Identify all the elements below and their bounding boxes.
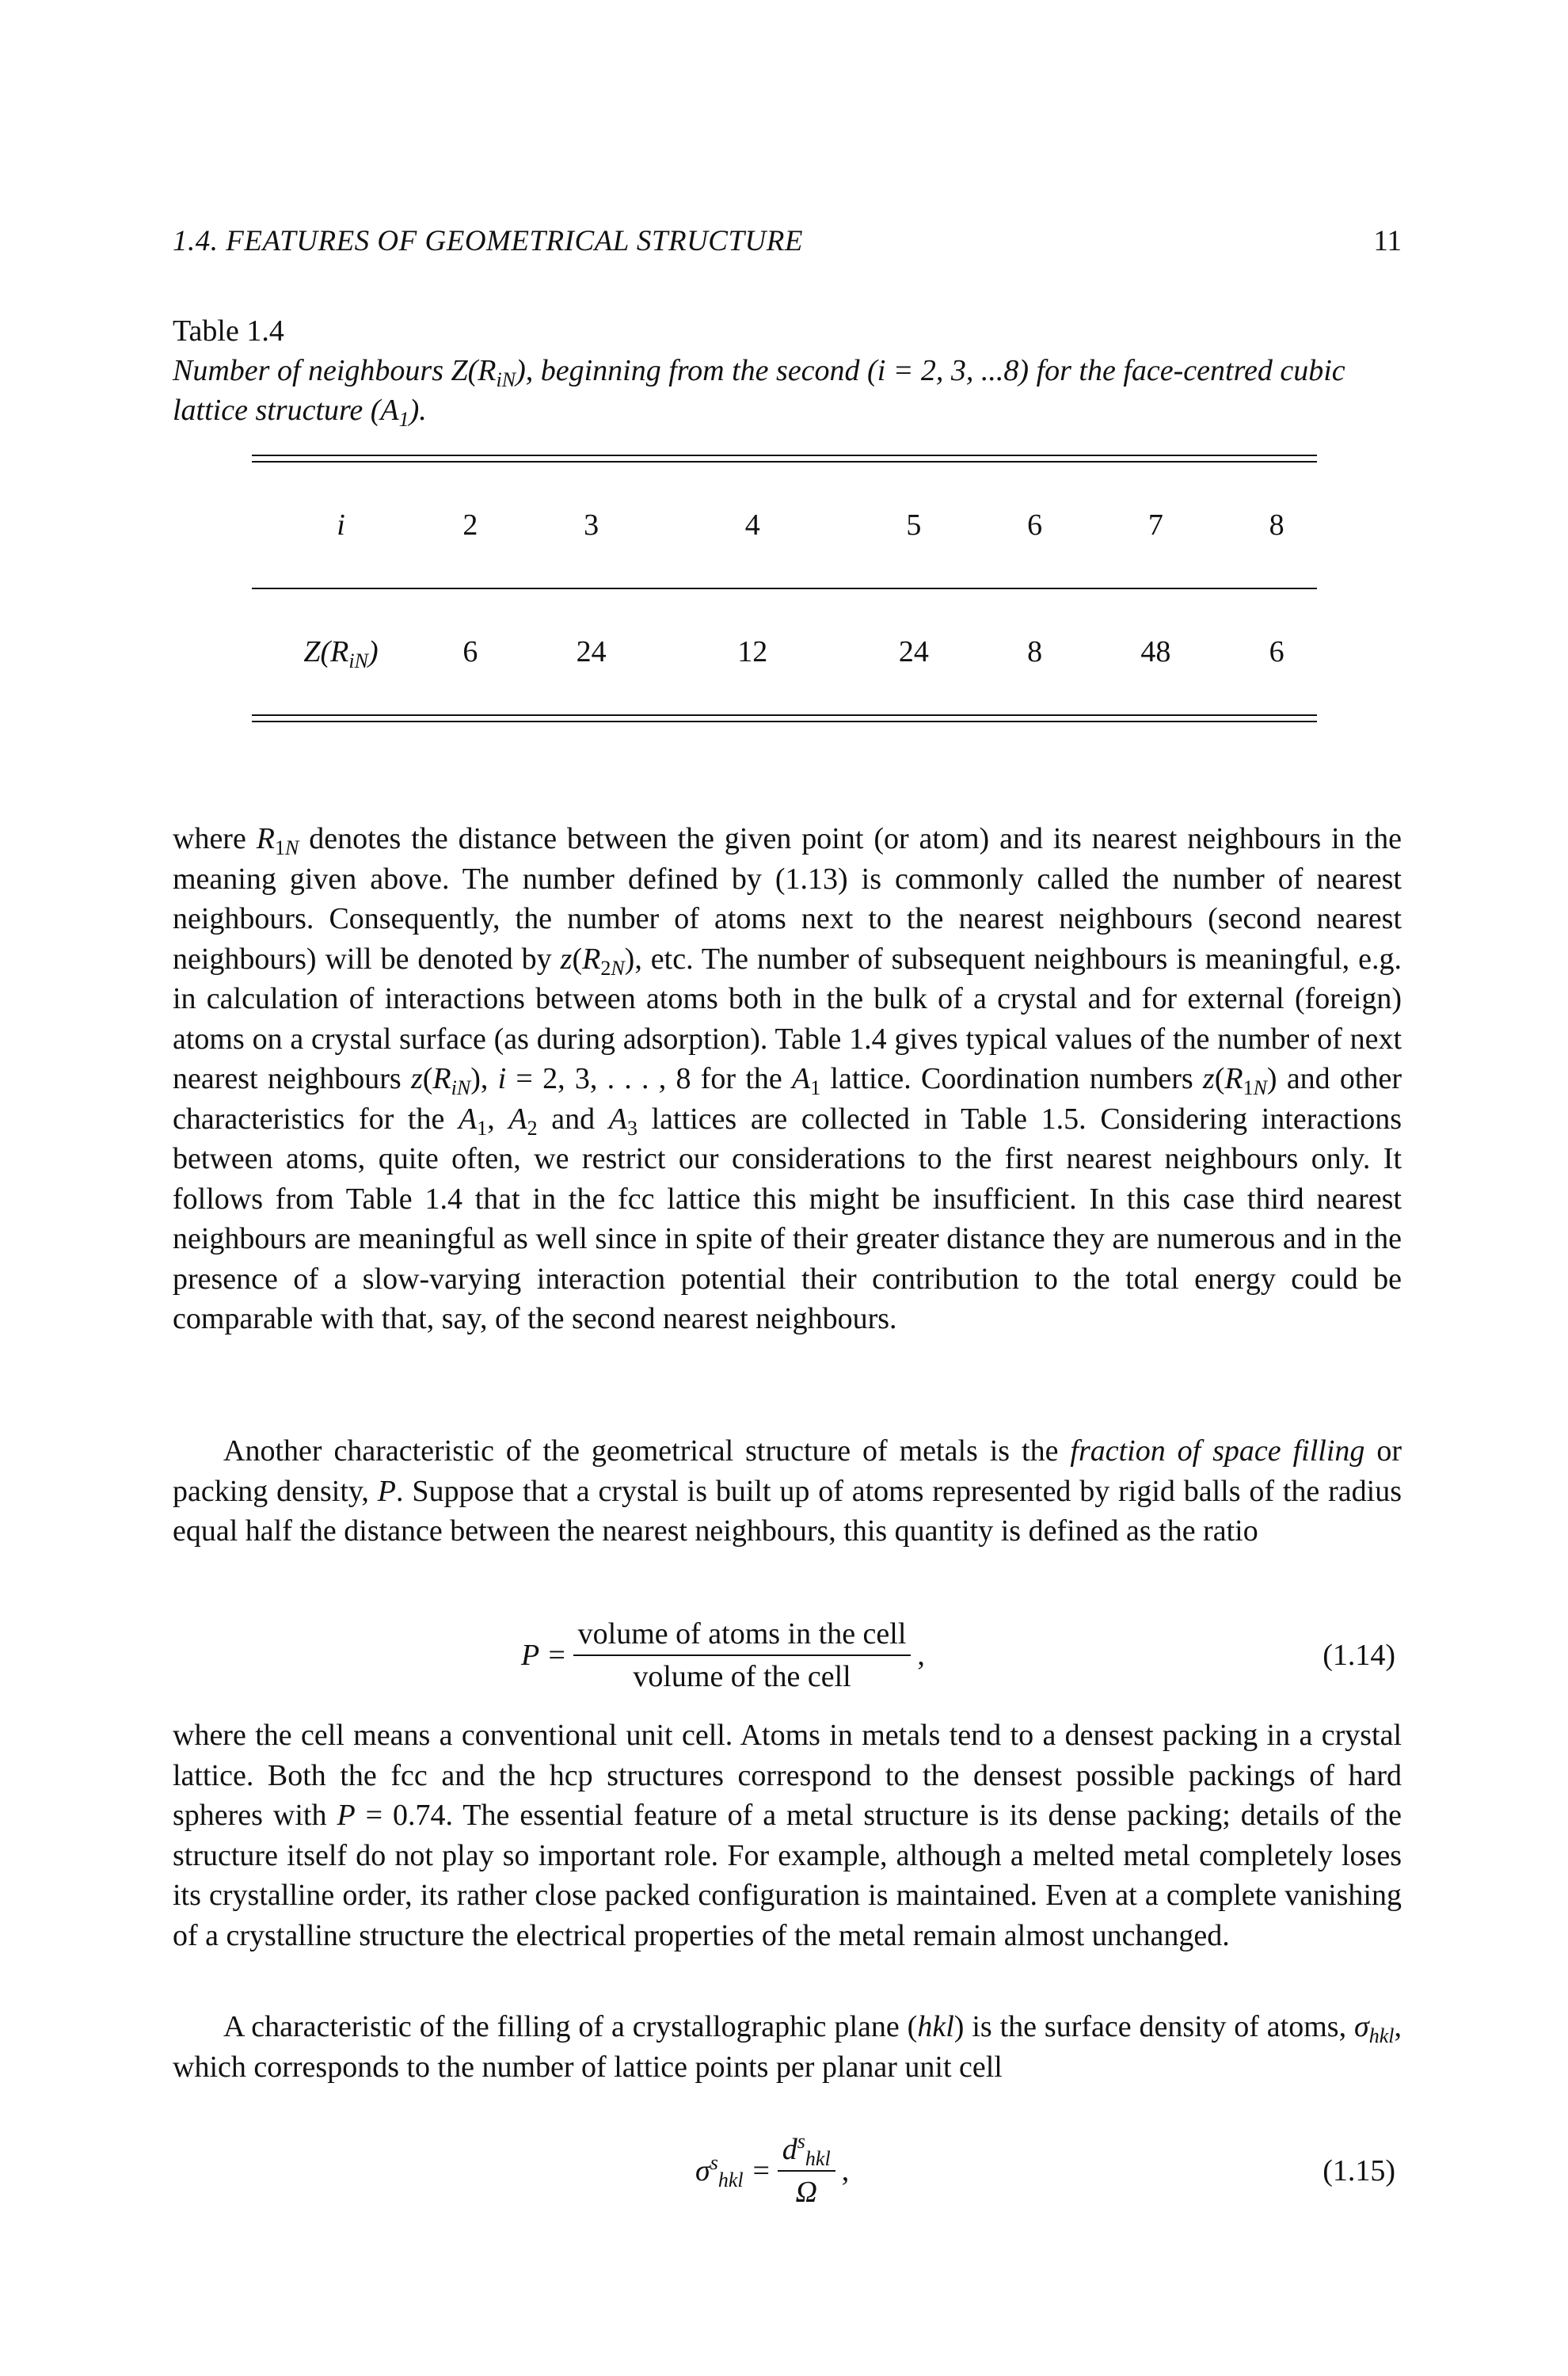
page-number: 11 bbox=[1373, 225, 1402, 257]
table-cell: 12 bbox=[737, 635, 768, 668]
eq-numerator: $d^s_{hkl}$ bbox=[778, 2132, 835, 2172]
equation-number: (1.15) bbox=[1323, 2154, 1395, 2188]
equation-number: (1.14) bbox=[1323, 1639, 1395, 1672]
equation-1-14 bbox=[173, 1604, 1402, 1707]
table-cell: 8 bbox=[1027, 635, 1043, 668]
eq-denominator: volume of the cell bbox=[633, 1660, 851, 1693]
paragraph-3: where the cell means a conventional unit cell. Atoms in metals tend to a densest packing in a crystal lattice. Both the fcc and the hcp structures correspond to the densest possible packings of hard spheres with P = 0.74. The essential feature of a metal structure is its dense packing; details of the structure itself do not play so important role. For example, although a melted metal completely loses its crystalline order, its rather close packed configuration is maintained. Even at a complete vanishing of a crystalline structure the electrical properties of the metal remain almost unchanged. bbox=[173, 1719, 1402, 1952]
table-cell: 6 bbox=[1269, 635, 1284, 668]
table-cell: 6 bbox=[462, 635, 478, 668]
table-caption bbox=[173, 311, 1402, 430]
table-cell: 3 bbox=[584, 508, 599, 542]
table-caption-label: Table 1.4 bbox=[173, 314, 284, 348]
table-cell: 24 bbox=[576, 635, 607, 668]
eq-numerator: volume of atoms in the cell bbox=[573, 1616, 911, 1656]
table-row-values bbox=[252, 589, 1317, 714]
row-label-i: i bbox=[337, 508, 345, 542]
eq-lhs: P = bbox=[521, 1639, 567, 1672]
table-bottom-rule bbox=[252, 714, 1317, 722]
neighbours-table-grid bbox=[252, 463, 1317, 714]
table-cell: 48 bbox=[1140, 635, 1171, 668]
table-caption-text: Number of neighbours $Z(R_{iN})$, beginning from the second (i = 2, 3, ...8) for the face-centred cubic lattice structure $(A_1)$. bbox=[173, 354, 1345, 431]
running-head: 1.4. FEATURES OF GEOMETRICAL STRUCTURE bbox=[173, 225, 803, 257]
paragraph-4: A characteristic of the filling of a crystallographic plane (hkl) is the surface density of atoms, $\sigma_{hkl}$, which corresponds to the number of lattice points per planar unit cell bbox=[173, 2010, 1402, 2084]
neighbours-table bbox=[252, 455, 1317, 722]
table-row-index bbox=[252, 463, 1317, 588]
table-cell: 8 bbox=[1269, 508, 1284, 542]
table-top-rule bbox=[252, 455, 1317, 463]
table-cell: 2 bbox=[462, 508, 478, 542]
table-cell: 4 bbox=[744, 508, 760, 542]
table-cell: 5 bbox=[906, 508, 922, 542]
table-cell: 6 bbox=[1027, 508, 1043, 542]
eq-trail: , bbox=[917, 1639, 925, 1672]
eq-denominator: Ω bbox=[795, 2176, 817, 2209]
eq-trail: , bbox=[841, 2154, 850, 2188]
eq-fraction bbox=[573, 1616, 911, 1694]
row-label-z: $Z(R_{iN})$ bbox=[303, 635, 379, 672]
paragraph-2: Another characteristic of the geometrical structure of metals is the fraction of space filling or packing density, P. Suppose that a crystal is built up of atoms represented by rigid balls of the radius equal half the distance between the nearest neighbours, this quantity is defined as the ratio bbox=[173, 1434, 1402, 1548]
equation-1-15 bbox=[173, 2119, 1402, 2222]
table-cell: 24 bbox=[898, 635, 929, 668]
paragraph-1: where $R_{1N}$ denotes the distance between the given point (or atom) and its nearest neighbours in the meaning given above. The number defined by (1.13) is commonly called the number of nearest neighbours. Consequently, the number of atoms next to the nearest neighbours (second nearest neighbours) will be denoted by $z(R_{2N})$, etc. The number of subsequent neighbours is meaningful, e.g. in calculation of interactions between atoms both in the bulk of a crystal and for external (foreign) atoms on a crystal surface (as during adsorption). Table 1.4 gives typical values of the number of next nearest neighbours $z(R_{iN})$, i = 2, 3, . . . , 8 for the $A_1$ lattice. Coordination numbers $z(R_{1N})$ and other characteristics for the $A_1$, $A_2$ and $A_3$ lattices are collected in Table 1.5. Considering interactions between atoms, quite often, we restrict our considerations to the first nearest neighbours only. It follows from Table 1.4 that in the fcc lattice this might be insufficient. In this case third nearest neighbours are meaningful as well since in spite of their greater distance they are numerous and in the presence of a slow-varying interaction potential their contribution to the total energy could be comparable with that, say, of the second nearest neighbours. bbox=[173, 822, 1402, 1335]
eq-lhs: $\sigma^s_{hkl}$ = bbox=[695, 2151, 771, 2191]
table-cell: 7 bbox=[1147, 508, 1163, 542]
eq-fraction bbox=[778, 2132, 835, 2210]
